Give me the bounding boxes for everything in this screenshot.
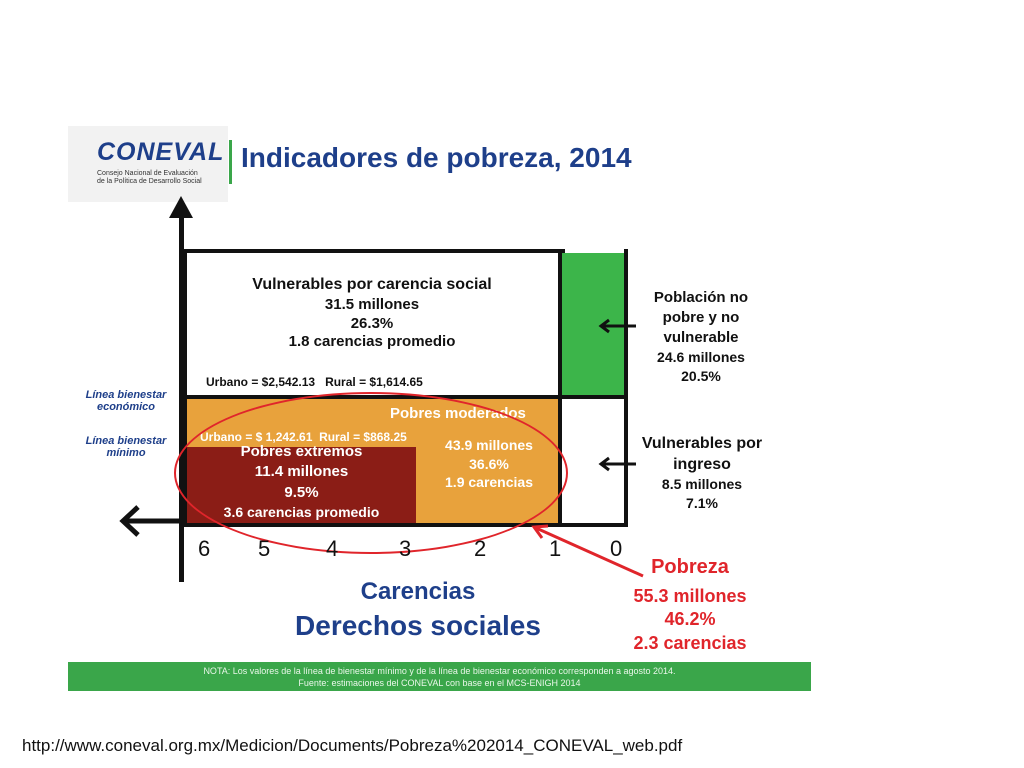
linea-minimo-line-1: Línea bienestar bbox=[85, 435, 167, 447]
tick-1: 1 bbox=[549, 536, 562, 561]
no-pobre-line-2: pobre y no bbox=[662, 309, 740, 326]
tick-2: 2 bbox=[474, 536, 487, 561]
logo-subtitle-1: Consejo Nacional de Evaluación bbox=[97, 170, 198, 177]
tick-0: 0 bbox=[610, 536, 623, 561]
tick-6: 6 bbox=[198, 536, 211, 561]
footer-note bbox=[68, 662, 811, 691]
pobreza-millones: 55.3 millones bbox=[633, 586, 747, 606]
footer-nota: NOTA: Los valores de la línea de bienestar mínimo y de la línea de bienestar económico corresponden a agosto 2014. bbox=[203, 666, 676, 676]
pobreza-ellipse bbox=[174, 392, 568, 554]
vulnerables-ingreso-line-2: ingreso bbox=[673, 456, 731, 473]
tick-4: 4 bbox=[326, 536, 339, 561]
linea-economico-line-2: económico bbox=[96, 401, 156, 413]
vulnerables-ingreso-label bbox=[632, 433, 772, 513]
pobres-moderados-title: Pobres moderados bbox=[390, 405, 526, 422]
tick-5: 5 bbox=[258, 536, 271, 561]
linea-economico-line-1: Línea bienestar bbox=[85, 389, 167, 401]
footer-fuente: Fuente: estimaciones del CONEVAL con base en el MCS-ENIGH 2014 bbox=[298, 678, 581, 688]
axis-label-derechos: Derechos sociales bbox=[295, 610, 541, 641]
no-pobre-line-3: vulnerable bbox=[663, 329, 739, 346]
vulnerables-carencia-title: Vulnerables por carencia social bbox=[252, 276, 492, 293]
vulnerables-carencia-carencias: 1.8 carencias promedio bbox=[288, 333, 456, 350]
linea-bienestar-economico bbox=[72, 389, 180, 413]
vulnerables-carencia-millones: 31.5 millones bbox=[324, 296, 420, 313]
pobres-moderados-lineas: Urbano = $ 1,242.61 Rural = $868.25 bbox=[200, 430, 407, 444]
pobres-extremos-millones: 11.4 millones bbox=[254, 463, 349, 480]
pobres-moderados-carencias: 1.9 carencias bbox=[445, 474, 533, 490]
pobreza-pct: 46.2% bbox=[664, 609, 716, 629]
pobres-extremos-pct: 9.5% bbox=[284, 484, 319, 501]
pobreza-carencias: 2.3 carencias bbox=[633, 633, 747, 653]
pobres-moderados-pct: 36.6% bbox=[469, 456, 509, 472]
pobres-extremos-carencias: 3.6 carencias promedio bbox=[223, 504, 380, 520]
pobres-moderados-millones: 43.9 millones bbox=[445, 437, 533, 453]
coneval-logo: CONEVAL bbox=[97, 138, 225, 166]
tick-3: 3 bbox=[399, 536, 412, 561]
no-pobre-arrow bbox=[598, 318, 638, 334]
vulnerables-ingreso-pct: 7.1% bbox=[686, 495, 718, 511]
x-axis-arrow bbox=[118, 505, 188, 541]
vulnerables-ingreso-arrow bbox=[598, 456, 638, 472]
linea-bienestar-minimo bbox=[72, 435, 180, 459]
linea-minimo-line-2: mínimo bbox=[106, 447, 146, 459]
no-pobre-line-1: Población no bbox=[653, 289, 749, 306]
no-pobre-millones: 24.6 millones bbox=[657, 349, 745, 365]
vulnerables-carencia-pct: 26.3% bbox=[350, 315, 394, 332]
no-pobre-label bbox=[640, 288, 762, 386]
pobreza-title: Pobreza bbox=[651, 556, 729, 578]
vulnerables-ingreso-millones: 8.5 millones bbox=[661, 476, 743, 492]
vulnerables-ingreso-line-1: Vulnerables por bbox=[641, 435, 763, 452]
vulnerables-carencia-lineas: Urbano = $2,542.13 Rural = $1,614.65 bbox=[206, 375, 423, 389]
title-divider bbox=[229, 140, 232, 184]
logo-subtitle-2: de la Política de Desarrollo Social bbox=[97, 178, 202, 185]
axis-label-carencias: Carencias bbox=[360, 578, 476, 605]
frame-right bbox=[624, 249, 628, 527]
pobres-extremos-title: Pobres extremos bbox=[240, 443, 363, 460]
y-axis-arrowhead bbox=[169, 196, 193, 218]
page-title: Indicadores de pobreza, 2014 bbox=[241, 142, 632, 173]
no-pobre-pct: 20.5% bbox=[681, 368, 721, 384]
source-url[interactable]: http://www.coneval.org.mx/Medicion/Documents/Pobreza%202014_CONEVAL_web.pdf bbox=[22, 736, 683, 755]
